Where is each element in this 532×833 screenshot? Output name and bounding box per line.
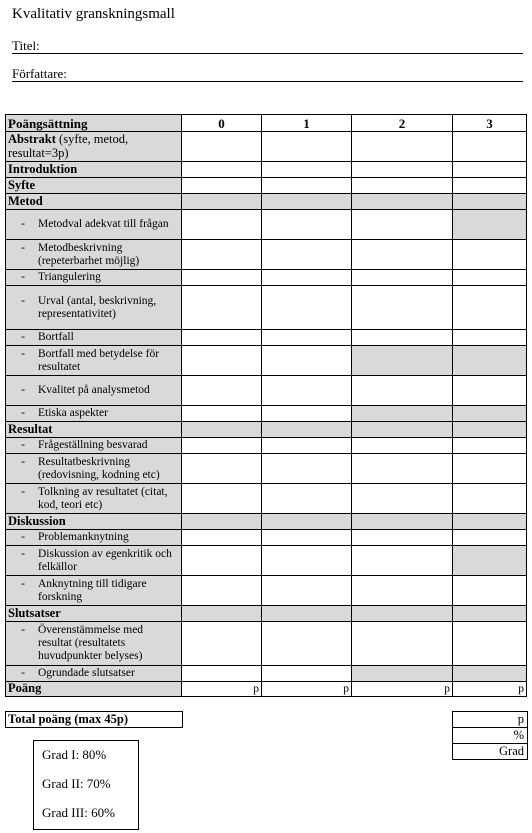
score-cell-0 [182,514,262,530]
criterion-label [6,454,182,484]
score-cell-1 [262,194,352,210]
score-cell-3[interactable] [453,376,527,406]
criterion-label [6,376,182,406]
criterion-text: Tolkning av resultatet (citat, kod, teori etc) [38,485,168,511]
criterion-text: Ogrundade slutsatser [38,667,135,679]
section-row [6,194,527,210]
score-cell-3[interactable] [453,132,527,162]
score-cell-3 [453,194,527,210]
criterion-text: Triangulering [38,271,101,283]
score-cell-3[interactable] [453,438,527,454]
criterion-row [6,270,527,286]
score-cell-1[interactable] [262,286,352,330]
score-cell-2 [352,406,453,422]
criterion-label [6,576,182,606]
score-cell-1[interactable] [262,438,352,454]
author-field[interactable] [12,66,523,82]
points-cell-0[interactable]: p [182,682,262,697]
criterion-label [6,286,182,330]
criterion-text: Kvalitet på analysmetod [38,384,150,396]
total-points-cell[interactable]: p [453,712,528,728]
score-cell-1[interactable] [262,622,352,666]
score-cell-2[interactable] [352,210,453,240]
total-label: Total poäng (max 45p) [6,712,183,728]
criterion-label [6,406,182,422]
header-score-1: 1 [262,115,352,132]
criterion-text: Problemanknytning [38,531,129,543]
bullet-dash: - [21,577,25,590]
criterion-row [6,546,527,576]
criterion-text: Metodval adekvat till frågan [38,218,169,230]
grade-box [33,740,139,830]
section-row [6,422,527,438]
score-cell-0[interactable] [182,438,262,454]
criterion-text: Diskussion av egenkritik och felkällor [38,547,172,573]
bullet-dash: - [21,331,25,343]
score-cell-1 [262,514,352,530]
score-cell-3 [453,422,527,438]
score-cell-3 [453,514,527,530]
grade-3: Grad III: 60% [42,805,115,820]
criterion-label [6,162,182,178]
score-cell-2[interactable] [352,376,453,406]
score-cell-0[interactable] [182,330,262,346]
criterion-text: Bortfall [38,331,74,343]
score-cell-1 [262,606,352,622]
criterion-label [6,346,182,376]
criterion-text: Frågeställning besvarad [38,439,148,451]
criterion-row [6,622,527,666]
score-cell-1[interactable] [262,132,352,162]
criterion-label [6,178,182,194]
score-cell-1[interactable] [262,178,352,194]
bullet-dash: - [21,667,25,679]
score-cell-1[interactable] [262,376,352,406]
criterion-label [6,270,182,286]
criterion-row [6,406,527,422]
section-row [6,514,527,530]
score-cell-1[interactable] [262,666,352,682]
score-cell-0[interactable] [182,484,262,514]
criterion-label [6,240,182,270]
score-cell-3[interactable] [453,240,527,270]
score-cell-0[interactable] [182,376,262,406]
score-cell-1[interactable] [262,484,352,514]
score-cell-0[interactable] [182,576,262,606]
score-cell-0 [182,422,262,438]
score-cell-3 [453,406,527,422]
title-label: Titel: [12,38,40,53]
score-cell-0[interactable] [182,162,262,178]
score-cell-2[interactable] [352,270,453,286]
score-cell-3[interactable] [453,286,527,330]
score-cell-1[interactable] [262,454,352,484]
score-cell-2[interactable] [352,484,453,514]
criterion-row [6,576,527,606]
criterion-label [6,530,182,546]
section-title: Abstrakt [8,131,56,146]
criterion-text: Bortfall med betydelse för resultatet [38,347,160,373]
score-cell-3[interactable] [453,178,527,194]
author-label: Författare: [12,66,67,81]
bullet-dash: - [21,271,25,283]
criterion-label [6,622,182,666]
score-cell-2[interactable] [352,286,453,330]
score-cell-3[interactable] [453,270,527,286]
score-cell-0[interactable] [182,178,262,194]
bullet-dash: - [21,624,25,636]
score-cell-2[interactable] [352,330,453,346]
header-score-0: 0 [182,115,262,132]
criterion-text: Etiska aspekter [38,407,108,419]
grade-1: Grad I: 80% [42,747,107,762]
score-cell-3[interactable] [453,576,527,606]
grade-2: Grad II: 70% [42,776,111,791]
bullet-dash: - [21,347,25,360]
section-title: Resultat [8,421,53,436]
score-cell-0 [182,194,262,210]
criterion-text: Urval (antal, beskrivning, representativitet) [38,294,157,320]
criterion-text: Resultatbeskrivning (redovisning, kodning etc) [38,455,160,481]
score-cell-2[interactable] [352,576,453,606]
criterion-label [6,546,182,576]
criterion-row [6,666,527,682]
criterion-row [6,286,527,330]
points-cell-2[interactable]: p [352,682,453,697]
criterion-text: Metodbeskrivning (repeterbarhet möjlig) [38,241,140,267]
total-row [5,711,183,728]
section-row [6,162,527,178]
criterion-label [6,606,182,622]
score-cell-2[interactable] [352,622,453,666]
score-cell-1[interactable] [262,576,352,606]
criterion-label [6,484,182,514]
bullet-dash: - [21,455,25,468]
points-cell-1[interactable]: p [262,682,352,697]
section-title: Slutsatser [8,605,61,620]
score-cell-2[interactable] [352,454,453,484]
score-cell-2 [352,606,453,622]
score-cell-3[interactable] [453,530,527,546]
table-header-row [6,115,527,132]
bullet-dash: - [21,218,25,230]
score-cell-0[interactable] [182,406,262,422]
criterion-text: Överenstämmelse med resultat (resultatets huvudpunkter belyses) [38,624,144,662]
title-underline [12,53,523,54]
section-title: Introduktion [8,161,78,176]
score-cell-0[interactable] [182,286,262,330]
score-cell-0[interactable] [182,270,262,286]
bullet-dash: - [21,241,25,254]
score-cell-3[interactable] [453,330,527,346]
score-cell-3 [453,346,527,376]
score-cell-2[interactable] [352,530,453,546]
score-cell-2[interactable] [352,546,453,576]
section-title: Diskussion [8,513,66,528]
title-field[interactable] [12,38,523,54]
score-cell-3[interactable] [453,622,527,666]
criterion-text: Anknytning till tidigare forskning [38,577,147,603]
section-title: Syfte [8,177,36,192]
document-title: Kvalitativ granskningsmall [12,6,175,22]
criterion-label [6,422,182,438]
criterion-label [6,132,182,162]
score-cell-0[interactable] [182,622,262,666]
section-title: Metod [8,193,43,208]
score-cell-2[interactable] [352,178,453,194]
score-cell-0[interactable] [182,240,262,270]
criterion-row [6,438,527,454]
score-cell-0 [182,606,262,622]
score-cell-1[interactable] [262,346,352,376]
criterion-row [6,210,527,240]
score-cell-2[interactable] [352,240,453,270]
section-row [6,178,527,194]
score-cell-1 [262,422,352,438]
score-cell-2[interactable] [352,438,453,454]
score-cell-0[interactable] [182,346,262,376]
score-cell-3 [453,546,527,576]
criterion-row [6,346,527,376]
score-cell-0[interactable] [182,132,262,162]
criterion-row [6,240,527,270]
score-cell-2 [352,666,453,682]
score-cell-2 [352,422,453,438]
bullet-dash: - [21,531,25,543]
score-cell-1[interactable] [262,406,352,422]
score-cell-0[interactable] [182,666,262,682]
criterion-label [6,210,182,240]
header-score-2: 2 [352,115,453,132]
score-cell-3[interactable] [453,162,527,178]
score-cell-3[interactable] [453,454,527,484]
points-cell-3[interactable]: p [453,682,527,697]
bullet-dash: - [21,384,25,396]
section-row [6,132,527,162]
score-cell-1[interactable] [262,546,352,576]
score-cell-2 [352,194,453,210]
header-score-3: 3 [453,115,527,132]
bullet-dash: - [21,407,25,419]
author-underline [12,81,523,82]
score-cell-1[interactable] [262,162,352,178]
section-subtitle: (syfte, metod, resultat=3p) [8,131,129,160]
points-row [6,682,527,697]
score-cell-1[interactable] [262,210,352,240]
criterion-row [6,330,527,346]
score-cell-2[interactable] [352,162,453,178]
criterion-label [6,666,182,682]
criterion-row [6,376,527,406]
criterion-label [6,330,182,346]
score-cell-0[interactable] [182,210,262,240]
criterion-label [6,514,182,530]
criterion-label [6,194,182,210]
scoring-table [5,114,527,697]
score-cell-0[interactable] [182,546,262,576]
section-row [6,606,527,622]
bullet-dash: - [21,439,25,451]
criterion-row [6,454,527,484]
score-cell-0[interactable] [182,454,262,484]
bullet-dash: - [21,547,25,560]
score-cell-0[interactable] [182,530,262,546]
criterion-row [6,484,527,514]
criterion-label [6,438,182,454]
score-cell-2 [352,514,453,530]
bullet-dash: - [21,485,25,498]
score-cell-3 [453,210,527,240]
header-poangsattning: Poängsättning [6,115,182,132]
score-cell-3 [453,666,527,682]
score-cell-1[interactable] [262,330,352,346]
criterion-row [6,530,527,546]
score-cell-3[interactable] [453,484,527,514]
score-cell-2 [352,346,453,376]
total-percent-cell[interactable]: % [453,728,528,744]
score-cell-1[interactable] [262,530,352,546]
total-summary [452,711,528,760]
score-cell-1[interactable] [262,270,352,286]
score-cell-2[interactable] [352,132,453,162]
bullet-dash: - [21,294,25,307]
score-cell-3 [453,606,527,622]
score-cell-1[interactable] [262,240,352,270]
total-grade-cell[interactable]: Grad [453,744,528,760]
points-label: Poäng [6,682,182,697]
